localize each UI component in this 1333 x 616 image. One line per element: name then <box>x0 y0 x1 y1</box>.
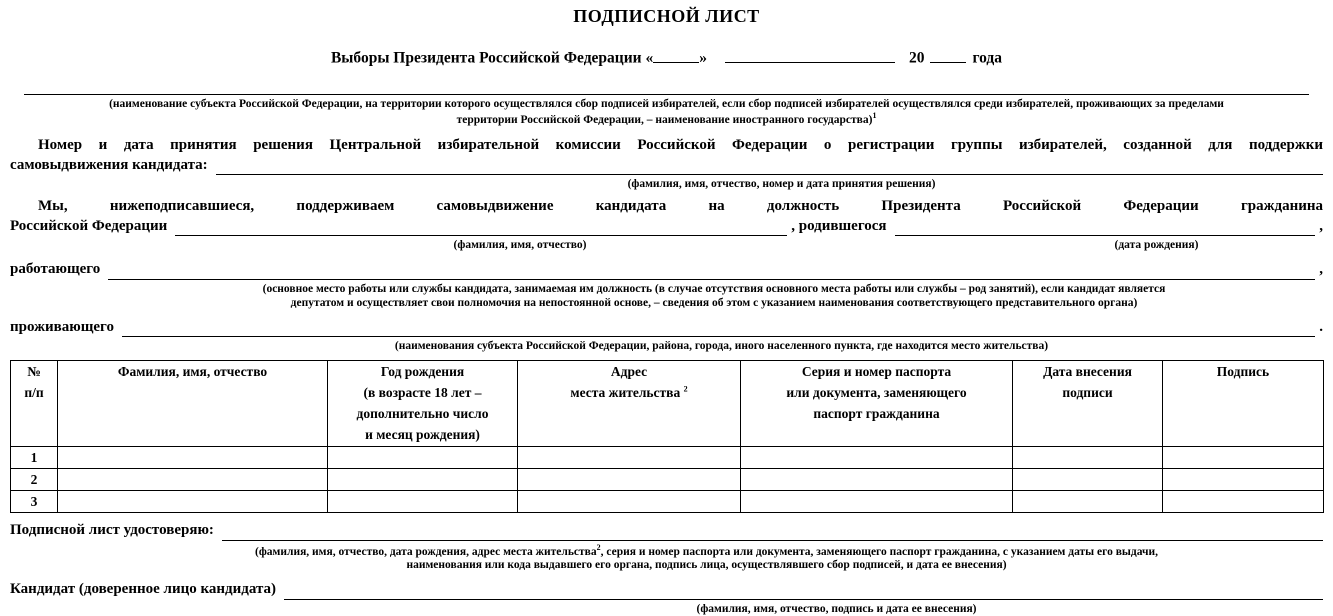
table-header-row <box>11 361 1324 447</box>
election-century: 20 <box>908 49 925 67</box>
address-cell <box>518 491 741 513</box>
signing-date-cell <box>1013 447 1163 469</box>
residence-caption-row <box>10 339 1323 353</box>
election-text-before: Выборы Президента Российской Федерации « <box>330 49 654 67</box>
certify-caption-row2 <box>10 558 1323 572</box>
candidate-caption: (фамилия, имя, отчество, подпись и дата ее внесения) <box>696 602 977 615</box>
col-header-signature <box>1163 361 1324 447</box>
work-caption-line2: депутатом и осуществляет свои полномочия на непостоянной основе, – сведения об этом с указанием наименования соответствующего представительного органа) <box>290 296 1138 309</box>
page-title: ПОДПИСНОЙ ЛИСТ <box>573 6 760 26</box>
footnote-2-mark: 2 <box>596 542 601 552</box>
signature-cell <box>1163 491 1324 513</box>
certify-label: Подписной лист удостоверяю: <box>10 522 214 539</box>
col-header-signing-date <box>1013 361 1163 447</box>
signature-cell <box>1163 447 1324 469</box>
col-header-birth-line1: Год рождения <box>380 364 465 380</box>
signature-table <box>10 360 1324 513</box>
work-caption-line1: (основное место работы или службы кандидата, занимаемая им должность (в случае отсутствия основного места работы или службы – род занятий), если кандидат является <box>262 282 1166 295</box>
col-header-birth-year <box>328 361 518 447</box>
row-number-cell: 1 <box>11 447 58 469</box>
decision-label: самовыдвижения кандидата: <box>10 156 208 173</box>
col-header-birth-line2: (в возрасте 18 лет – <box>363 385 482 401</box>
address-cell <box>518 469 741 491</box>
spacer <box>10 602 350 616</box>
row-number-cell: 3 <box>11 491 58 513</box>
col-header-address-line2 <box>518 383 740 404</box>
spacer <box>10 339 120 353</box>
region-blank-line <box>24 94 1309 95</box>
signing-date-cell <box>1013 469 1163 491</box>
decision-blank-line <box>216 156 1323 176</box>
col-header-number <box>11 361 58 447</box>
col-header-address-text: места жительства <box>570 385 681 401</box>
col-header-number-line1: № <box>27 364 41 380</box>
table-row <box>11 491 1324 513</box>
pledge-citizenship-label: Российской Федерации <box>10 217 168 234</box>
name-cell <box>58 469 328 491</box>
pledge-line1: Мы, нижеподписавшиеся, поддерживаем самовыдвижение кандидата на должность Президента Российской Федерации гражданина <box>38 198 1323 215</box>
work-label: работающего <box>10 261 101 278</box>
table-row <box>11 469 1324 491</box>
residence-line-period: . <box>1319 318 1323 335</box>
pledge-line2 <box>10 217 1323 237</box>
passport-cell <box>741 491 1013 513</box>
quote-close: » <box>699 49 707 67</box>
work-blank-line <box>108 260 1315 280</box>
col-header-passport <box>741 361 1013 447</box>
birth-year-cell <box>328 447 518 469</box>
spacer <box>10 296 105 310</box>
col-header-passport-line1: Серия и номер паспорта <box>801 364 952 380</box>
birth-year-cell <box>328 491 518 513</box>
spacer <box>830 238 990 252</box>
name-cell <box>58 491 328 513</box>
work-line-comma: , <box>1319 261 1323 278</box>
region-caption-line2 <box>10 111 1323 127</box>
spacer <box>10 238 210 252</box>
election-year-blank-line <box>930 47 966 63</box>
certify-caption-line1 <box>90 543 1323 559</box>
certify-blank-line <box>222 521 1323 541</box>
residence-label: проживающего <box>10 318 114 335</box>
passport-cell <box>741 447 1013 469</box>
col-header-birth-line4: и месяц рождения) <box>365 427 480 443</box>
col-header-passport-line2: или документа, заменяющего <box>786 385 967 401</box>
passport-cell <box>741 469 1013 491</box>
address-cell <box>518 447 741 469</box>
col-header-full-name <box>58 361 328 447</box>
region-caption-line1: (наименование субъекта Российской Федерации, на территории которого осуществлялся сбор подписей избирателей, если сбор подписей избирателей осуществлялся среди избирателей, проживающих за пределами <box>109 97 1224 110</box>
col-header-number-line2: п/п <box>24 385 44 401</box>
born-label: , родившегося <box>791 217 887 234</box>
election-year-word: года <box>972 49 1003 67</box>
row-number-cell: 2 <box>11 469 58 491</box>
footnote-2-mark: 2 <box>683 384 688 394</box>
pledge-line2-comma: , <box>1319 217 1323 234</box>
footnote-1-mark: 1 <box>872 110 877 120</box>
candidate-label: Кандидат (доверенное лицо кандидата) <box>10 581 277 598</box>
certify-caption-part-b: , серия и номер паспорта или документа, заменяющего паспорт гражданина, с указанием даты его выдачи, <box>600 545 1158 558</box>
certify-line <box>10 521 1323 541</box>
residence-caption: (наименования субъекта Российской Федерации, района, города, иного населенного пункта, где находится место жительства) <box>394 340 1049 353</box>
work-line <box>10 260 1323 280</box>
certify-caption-row1 <box>10 543 1323 559</box>
name-cell <box>58 447 328 469</box>
col-header-signing-date-line2: подписи <box>1062 385 1113 401</box>
spacer <box>10 543 90 559</box>
decision-caption-row <box>10 177 1323 191</box>
signature-cell <box>1163 469 1324 491</box>
signing-date-cell <box>1013 491 1163 513</box>
candidate-blank-line <box>284 580 1323 600</box>
col-header-address <box>518 361 741 447</box>
pledge-caption-row <box>10 238 1323 252</box>
birth-date-caption: (дата рождения) <box>1114 239 1199 252</box>
residence-blank-line <box>122 318 1315 338</box>
decision-paragraph-line2 <box>10 156 1323 176</box>
col-header-full-name-text: Фамилия, имя, отчество <box>117 364 268 380</box>
election-title-line <box>10 47 1323 68</box>
col-header-birth-line3: дополнительно число <box>356 406 489 422</box>
spacer <box>10 282 105 296</box>
election-day-blank-line <box>653 47 699 63</box>
residence-line <box>10 318 1323 338</box>
decision-caption: (фамилия, имя, отчество, номер и дата принятия решения) <box>627 178 936 191</box>
birth-date-blank-line <box>895 217 1316 237</box>
candidate-name-caption: (фамилия, имя, отчество) <box>453 239 587 252</box>
birth-year-cell <box>328 469 518 491</box>
table-row <box>11 447 1324 469</box>
candidate-name-blank-line <box>175 217 787 237</box>
col-header-passport-line3: паспорт гражданина <box>813 406 940 422</box>
spacer <box>10 177 240 191</box>
col-header-address-line1: Адрес <box>610 364 648 380</box>
region-caption-text: территории Российской Федерации, – наименование иностранного государства) <box>456 113 873 126</box>
decision-paragraph-line1: Номер и дата принятия решения Центральной избирательной комиссии Российской Федерации о регистрации группы избирателей, созданной для поддержки <box>38 137 1323 154</box>
col-header-signing-date-line1: Дата внесения <box>1043 364 1132 380</box>
election-month-blank-line <box>725 47 895 63</box>
col-header-signature-text: Подпись <box>1216 364 1270 380</box>
spacer <box>10 558 90 572</box>
candidate-line <box>10 580 1323 600</box>
work-caption-row2 <box>10 296 1323 310</box>
work-caption-row1 <box>10 282 1323 296</box>
certify-caption-line2: наименования или кода выдавшего его органа, подпись лица, осуществлявшего сбор подписей, и дата ее внесения) <box>406 559 1007 572</box>
candidate-caption-row <box>10 602 1323 616</box>
certify-caption-part-a: (фамилия, имя, отчество, дата рождения, адрес места жительства <box>255 545 597 558</box>
